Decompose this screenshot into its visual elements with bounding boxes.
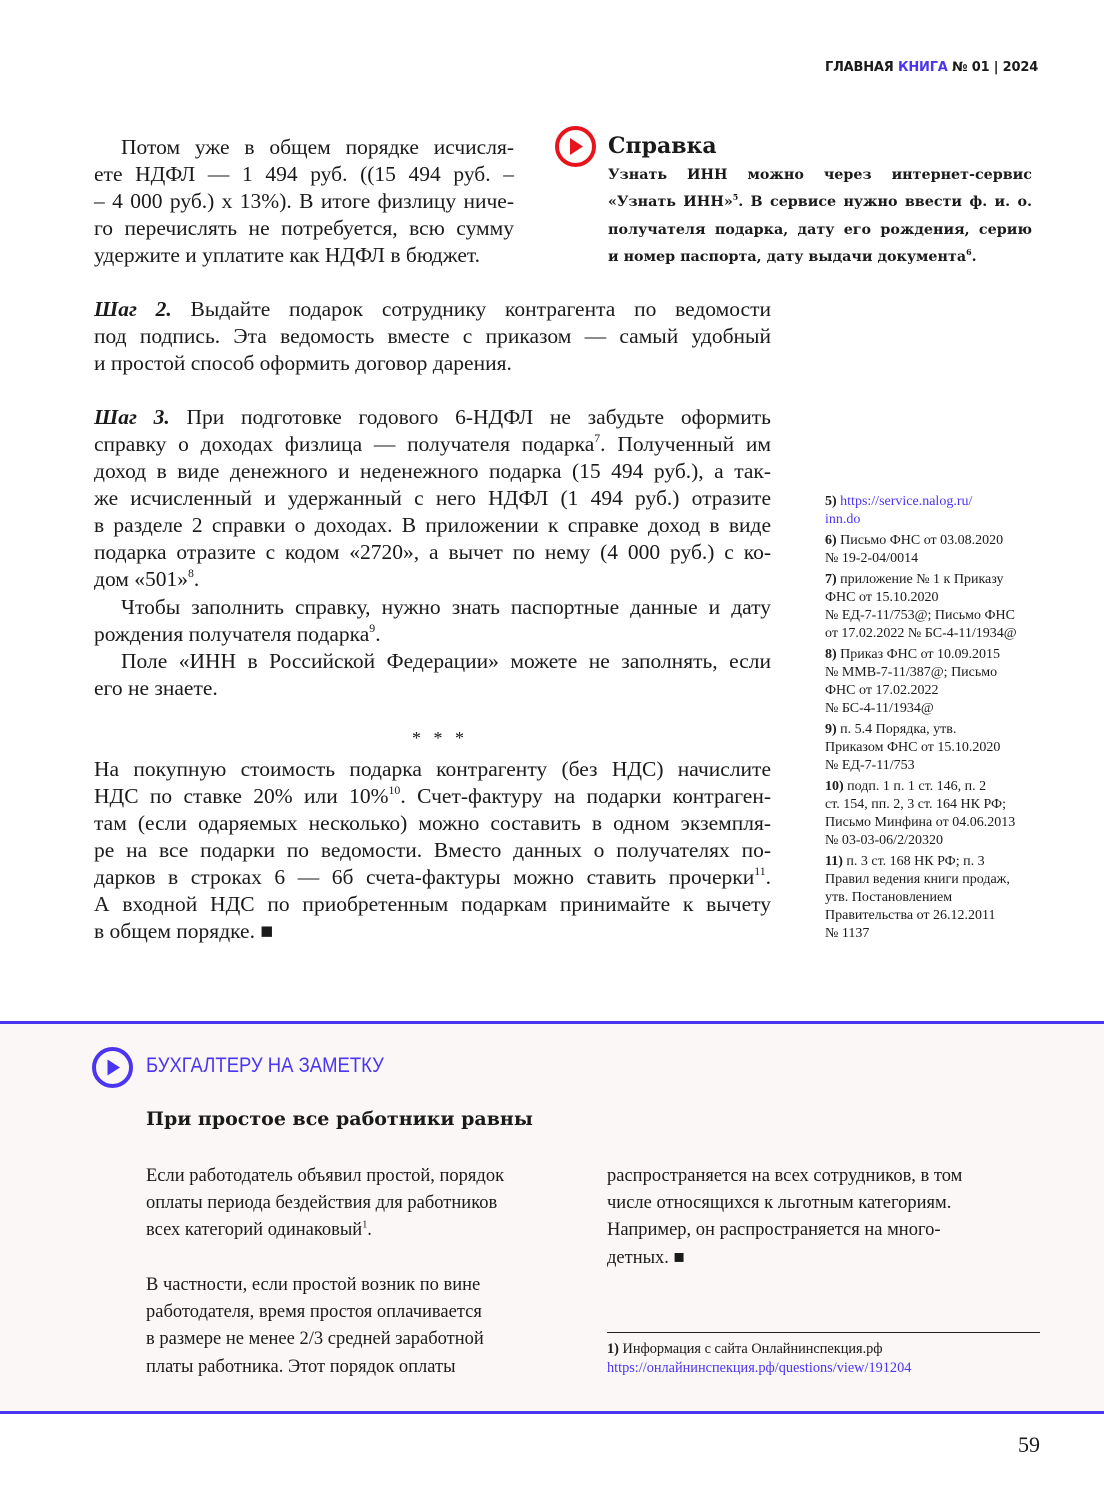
footnote-text: Правительства от 26.12.2011: [825, 908, 996, 923]
text-line: [607, 1190, 1027, 1217]
text-run: дарков в строках 6 — 6б счета-фактуры можно ставить прочерки: [94, 865, 755, 889]
text-line: [94, 891, 771, 918]
footnote-text: № ЕД-7-11/753@; Письмо ФНС: [825, 608, 1016, 623]
text-run: .: [193, 567, 200, 591]
text-line: [94, 350, 771, 377]
footnote-item: [825, 853, 1045, 943]
footnote-ref[interactable]: 8: [188, 566, 194, 581]
text-line: [94, 918, 771, 945]
step-label: Шаг 3.: [94, 405, 170, 429]
text-line: [94, 134, 514, 161]
footnote-text: № 03-03-06/2/20320: [825, 833, 943, 848]
text-line: [146, 1354, 546, 1381]
text-run: . В сервисе нужно ввести ф. и. о.: [738, 194, 1032, 211]
text-run: . Полученный им: [600, 432, 771, 456]
footnote-number: 9): [825, 722, 841, 737]
footnote-item: [825, 532, 1045, 568]
footnote-text: № БС-4-11/1934@: [825, 701, 934, 716]
note-box-footnote: [607, 1340, 911, 1378]
text-run: получателя подарка, дату его рождения, серию: [608, 221, 1032, 238]
footnote-number: 1): [607, 1341, 619, 1357]
text-run: Выдайте подарок сотруднику контрагента по ведомости: [171, 297, 771, 321]
text-line: [94, 783, 771, 810]
text-run: При подготовке годового 6-НДФЛ не забудьте оформить: [169, 405, 771, 429]
text-run: .: [375, 622, 381, 646]
text-run: в разделе 2 справки о доходах. В приложении к справке доход в виде: [94, 513, 771, 537]
text-line: [94, 323, 771, 350]
footnote-ref[interactable]: 1: [362, 1219, 368, 1231]
text-run: – 4 000 руб.) x 13%). В итоге физлицу ниче-: [94, 189, 514, 213]
footnote-text: Приказом ФНС от 15.10.2020: [825, 740, 1001, 755]
step-3-paragraph: [94, 404, 771, 593]
vat-paragraph: [94, 756, 771, 945]
footnote-link[interactable]: https://онлайнинспекция.рф/questions/view/191204: [607, 1360, 912, 1376]
running-header: [825, 60, 1038, 75]
footnote-text: Письмо ФНС от 03.08.2020: [840, 533, 1004, 548]
text-run: справку о доходах физлица — получателя подарка: [94, 432, 595, 456]
footnote-ref[interactable]: 10: [388, 783, 401, 798]
text-line: [94, 242, 514, 269]
footnote-text: № 19-2-04/0014: [825, 551, 919, 566]
text-line: [608, 244, 1032, 271]
text-line: [94, 810, 771, 837]
text-run: .: [367, 1220, 372, 1241]
footnote-number: 5): [825, 494, 841, 509]
header-brand-2: КНИГА: [897, 60, 948, 75]
footnote-text: Информация с сайта Онлайнинспекция.рф: [622, 1341, 883, 1357]
text-run: Потом уже в общем порядке исчисля-: [121, 135, 514, 159]
page-number: 59: [1018, 1432, 1040, 1457]
inn-paragraph: [94, 648, 771, 702]
footnote-number: 11): [825, 854, 847, 869]
play-circle-icon: [554, 125, 597, 168]
text-run: там (если одаряемых несколько) можно составить в одном экземпля-: [94, 811, 771, 835]
text-run: дом «501»: [94, 567, 189, 591]
text-line: [94, 485, 771, 512]
text-line: [146, 1299, 546, 1326]
note-col1-para1: [146, 1163, 546, 1245]
text-run: НДС по ставке 20% или 10%: [94, 784, 389, 808]
text-line: [94, 512, 771, 539]
passport-paragraph: [94, 594, 771, 648]
footnote-ref[interactable]: 6: [966, 248, 972, 257]
footnote-ref[interactable]: 5: [732, 193, 739, 203]
footnote-text: Письмо Минфина от 04.06.2013: [825, 815, 1016, 830]
callout-title: Справка: [608, 133, 717, 159]
footnote-number: 10): [825, 779, 848, 794]
footnote-item: [825, 571, 1045, 643]
play-circle-icon: [91, 1046, 134, 1089]
text-run: .: [971, 248, 977, 265]
footnote-text: ФНС от 15.10.2020: [825, 590, 939, 605]
footnote-text: Правил ведения книги продаж,: [825, 872, 1010, 887]
text-run: в размере не менее 2/3 средней заработной: [146, 1329, 484, 1350]
text-line: [146, 1272, 546, 1299]
text-run: А входной НДС по приобретенным подаркам принимайте к вычету: [94, 892, 771, 916]
text-line: [94, 161, 514, 188]
text-run: платы работника. Этот порядок оплаты: [146, 1356, 456, 1377]
note-col1-para2: [146, 1272, 546, 1381]
footnote-text: утв. Постановлением: [825, 890, 953, 905]
footnote-item: [825, 721, 1045, 775]
text-run: Если работодатель объявил простой, порядок: [146, 1166, 505, 1186]
section-separator: * * *: [412, 728, 468, 748]
footnote-item: [825, 493, 1045, 529]
text-run: его не знаете.: [94, 676, 218, 700]
text-run: . Счет-фактуру на подарки контраген-: [400, 784, 772, 808]
footnote-item: [825, 778, 1045, 850]
text-run: ете НДФЛ — 1 494 руб. ((15 494 руб. –: [94, 162, 514, 186]
footnote-text: приложение № 1 к Приказу: [840, 572, 1004, 587]
text-line: [94, 215, 514, 242]
text-line: [94, 404, 771, 431]
text-line: [94, 296, 771, 323]
text-line: [94, 188, 514, 215]
text-line: [608, 217, 1032, 244]
step-2-paragraph: [94, 296, 771, 377]
text-run: числе относящихся к льготным категориям.: [607, 1193, 952, 1214]
text-line: [146, 1326, 546, 1353]
text-line: [94, 458, 771, 485]
footnote-divider: [607, 1332, 1040, 1333]
text-run: же исчисленный и удержанный с него НДФЛ (1 494 руб.) отразите: [94, 486, 771, 510]
text-line: [94, 837, 771, 864]
footnote-ref[interactable]: 9: [369, 621, 376, 636]
text-line: [607, 1217, 1027, 1244]
footnote-number: 6): [825, 533, 841, 548]
text-line: [146, 1190, 546, 1217]
footnote-text: № 1137: [825, 926, 870, 941]
text-line: [94, 566, 771, 593]
text-run: удержите и уплатите как НДФЛ в бюджет.: [94, 243, 481, 267]
footnote-text: ст. 154, пп. 2, 3 ст. 164 НК РФ;: [825, 797, 1006, 812]
text-line: [94, 539, 771, 566]
text-line: [146, 1163, 546, 1190]
text-line: [607, 1245, 1027, 1272]
footnote-text: ФНС от 17.02.2022: [825, 683, 939, 698]
text-run: под подпись. Эта ведомость вместе с приказом — самый удобный: [94, 324, 771, 348]
text-run: всех категорий одинаковый: [146, 1220, 363, 1241]
text-run: работодателя, время простоя оплачивается: [146, 1302, 482, 1323]
text-run: доход в виде денежного и неденежного подарка (15 494 руб.), а так-: [94, 459, 771, 483]
footnote-link[interactable]: inn.do: [825, 512, 861, 527]
text-run: Поле «ИНН в Российской Федерации» можете не заполнять, если: [121, 649, 771, 673]
text-run: Например, он распространяется на много-: [607, 1220, 941, 1241]
text-run: и простой способ оформить договор дарения.: [94, 351, 512, 375]
text-line: [146, 1217, 546, 1244]
footnote-number: 8): [825, 647, 841, 662]
text-line: [607, 1163, 1027, 1190]
text-run: рождения получателя подарка: [94, 622, 370, 646]
text-line: [94, 594, 771, 621]
footnote-link[interactable]: https://service.nalog.ru/: [840, 494, 973, 509]
note-box-title: При простое все работники равны: [146, 1108, 533, 1130]
footnote-item: [825, 646, 1045, 718]
text-line: [94, 621, 771, 648]
footnote-text: п. 5.4 Порядка, утв.: [840, 722, 957, 737]
footnote-text: от 17.02.2022 № БС-4-11/1934@: [825, 626, 1017, 641]
text-run: Чтобы заполнить справку, нужно знать паспортные данные и дату: [121, 595, 771, 619]
footnote-text: подп. 1 п. 1 ст. 146, п. 2: [847, 779, 987, 794]
text-run: В частности, если простой возник по вине: [146, 1275, 481, 1295]
footnote-text: Приказ ФНС от 10.09.2015: [840, 647, 1001, 662]
text-line: [608, 189, 1032, 216]
text-run: го перечислять не потребуется, всю сумму: [94, 216, 514, 240]
text-run: распространяется на всех сотрудников, в том: [607, 1166, 963, 1186]
text-line: [94, 864, 771, 891]
text-run: и номер паспорта, дату выдачи документа: [608, 248, 967, 265]
text-run: подарка отразите с кодом «2720», а вычет по нему (4 000 руб.) с ко-: [94, 540, 771, 564]
text-run: Узнать ИНН можно через интернет-сервис: [608, 167, 1032, 183]
intro-paragraph: [94, 134, 514, 269]
header-issue: № 01 | 2024: [952, 60, 1039, 75]
text-run: На покупную стоимость подарка контрагенту (без НДС) начислите: [94, 757, 771, 781]
footnote-ref[interactable]: 7: [594, 431, 601, 446]
footnote-text: п. 3 ст. 168 НК РФ; п. 3: [846, 854, 985, 869]
text-run: ре на все подарки по ведомости. Вместо данных о получателях по-: [94, 838, 771, 862]
note-box-heading: БУХГАЛТЕРУ НА ЗАМЕТКУ: [146, 1054, 384, 1077]
text-run: оплаты периода бездействия для работников: [146, 1193, 498, 1214]
footnote-text: № ММВ-7-11/387@; Письмо: [825, 665, 998, 680]
text-line: [94, 675, 771, 702]
note-col2-text: [607, 1163, 1027, 1272]
text-run: детных. ■: [607, 1247, 685, 1268]
footnote-number: 7): [825, 572, 841, 587]
callout-text: [608, 162, 1032, 271]
text-line: [608, 162, 1032, 189]
text-line: [94, 431, 771, 458]
text-line: [94, 648, 771, 675]
text-run: в общем порядке. ■: [94, 919, 274, 943]
footnote-ref[interactable]: 11: [754, 864, 766, 879]
text-line: [94, 756, 771, 783]
step-label: Шаг 2.: [94, 297, 172, 321]
footnotes-sidebar: [825, 493, 1045, 946]
footnote-text: № ЕД-7-11/753: [825, 758, 915, 773]
header-brand-1: ГЛАВНАЯ: [825, 60, 894, 75]
text-run: «Узнать ИНН»: [608, 194, 733, 211]
text-run: .: [765, 865, 771, 889]
